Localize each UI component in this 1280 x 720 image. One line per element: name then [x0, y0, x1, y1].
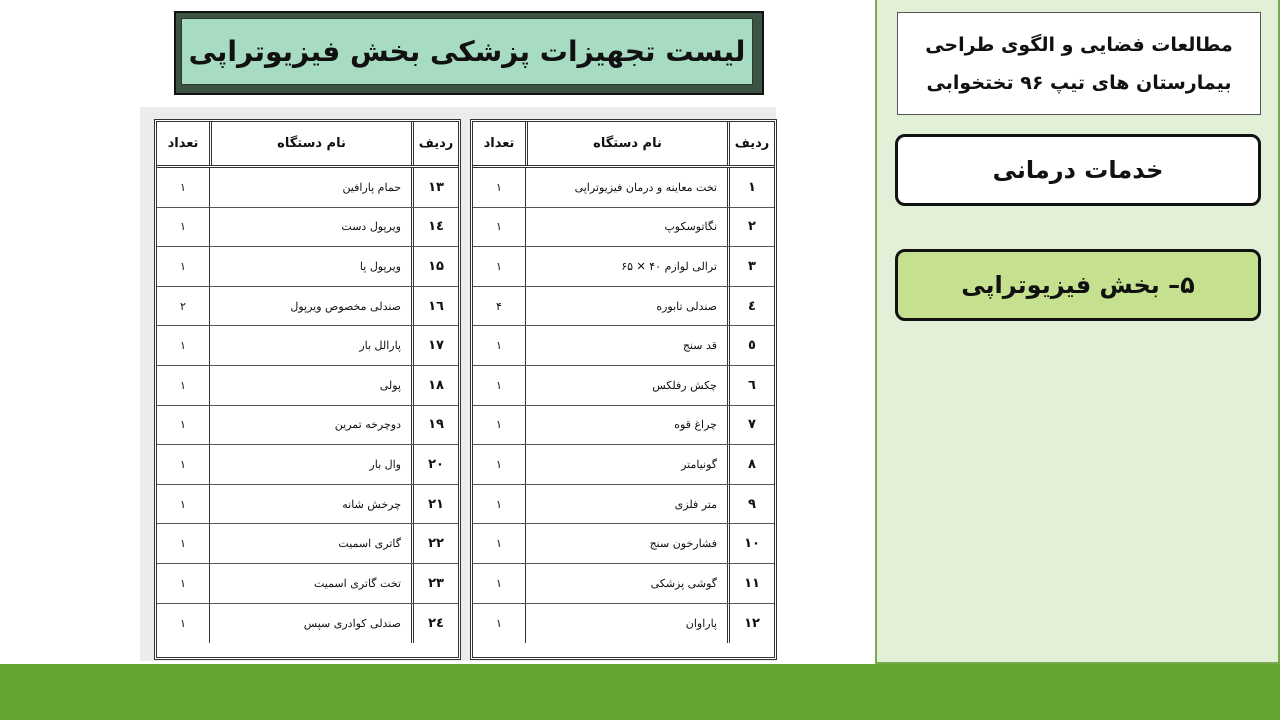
- row-name: فشارخون سنج: [525, 524, 727, 563]
- table-row: [473, 445, 774, 485]
- study-title-line1: مطالعات فضایی و الگوی طراحی: [925, 33, 1233, 56]
- table-row: [157, 485, 458, 525]
- header-name: نام دستگاه: [525, 122, 727, 165]
- row-index: ۲: [727, 208, 774, 247]
- side-panel: [875, 0, 1280, 664]
- table-row: [473, 406, 774, 446]
- table-row: [473, 524, 774, 564]
- row-qty: ۱: [180, 616, 186, 630]
- row-index: ۹: [727, 485, 774, 524]
- page-title: لیست تجهیزات پزشکی بخش فیزیوتراپی: [181, 18, 753, 85]
- row-qty: ۱: [496, 616, 502, 630]
- row-index: ۱۳: [411, 168, 458, 207]
- section-label: ۵– بخش فیزیوتراپی: [895, 249, 1261, 321]
- row-qty: ۱: [496, 259, 502, 273]
- row-index: ۲۰: [411, 445, 458, 484]
- row-qty: ۱: [180, 378, 186, 392]
- row-index: ۱۵: [411, 247, 458, 286]
- row-index: ٤: [727, 287, 774, 326]
- table-row: [157, 287, 458, 327]
- table-row: [157, 524, 458, 564]
- table-row: [473, 604, 774, 644]
- row-qty: ۱: [180, 576, 186, 590]
- row-qty: ۲: [180, 299, 186, 313]
- row-name: پولی: [209, 366, 411, 405]
- row-index: ۱۱: [727, 564, 774, 603]
- row-name: پاراوان: [525, 604, 727, 644]
- study-title-box: [897, 12, 1261, 115]
- row-qty: ۱: [180, 457, 186, 471]
- row-index: ۱۰: [727, 524, 774, 563]
- equipment-table-left: [154, 119, 461, 660]
- row-qty: ۱: [180, 418, 186, 432]
- header-name: نام دستگاه: [209, 122, 411, 165]
- row-name: صندلی تابوره: [525, 287, 727, 326]
- row-name: ویرپول پا: [209, 247, 411, 286]
- table-row: [473, 485, 774, 525]
- table-row: [157, 445, 458, 485]
- table-header: [157, 122, 458, 168]
- row-index: ۱۸: [411, 366, 458, 405]
- row-qty: ۱: [496, 576, 502, 590]
- table-row: [473, 247, 774, 287]
- table-row: [157, 366, 458, 406]
- row-index: ۳: [727, 247, 774, 286]
- table-row: [157, 406, 458, 446]
- equipment-tables-image: [140, 107, 776, 661]
- row-qty: ۱: [180, 220, 186, 234]
- row-name: دوچرخه تمرین: [209, 406, 411, 445]
- equipment-table-right: [470, 119, 777, 660]
- row-qty: ۱: [180, 339, 186, 353]
- table-row: [473, 564, 774, 604]
- row-qty: ۱: [496, 378, 502, 392]
- row-qty: ۱: [496, 220, 502, 234]
- row-name: وال بار: [209, 445, 411, 484]
- table-row: [157, 168, 458, 208]
- table-row: [157, 564, 458, 604]
- row-qty: ۱: [180, 497, 186, 511]
- row-qty: ۱: [180, 259, 186, 273]
- row-index: ٦: [727, 366, 774, 405]
- row-index: ۱۹: [411, 406, 458, 445]
- row-index: ۲۳: [411, 564, 458, 603]
- table-row: [157, 208, 458, 248]
- row-name: تخت گاتری اسمیت: [209, 564, 411, 603]
- row-name: ویرپول دست: [209, 208, 411, 247]
- table-row: [473, 326, 774, 366]
- row-name: حمام پارافین: [209, 168, 411, 207]
- header-index: ردیف: [727, 122, 774, 165]
- table-row: [473, 168, 774, 208]
- row-index: ۱۷: [411, 326, 458, 365]
- row-index: ۱۲: [727, 604, 774, 644]
- row-name: ترالی لوازم ۴۰ ✕ ۶۵: [525, 247, 727, 286]
- row-qty: ۱: [496, 497, 502, 511]
- row-name: گاتری اسمیت: [209, 524, 411, 563]
- row-index: ٥: [727, 326, 774, 365]
- row-name: صندلی کوادری سپس: [209, 604, 411, 644]
- title-banner: [174, 11, 764, 95]
- row-qty: ۱: [496, 180, 502, 194]
- row-name: چکش رفلکس: [525, 366, 727, 405]
- table-header: [473, 122, 774, 168]
- table-row: [157, 247, 458, 287]
- row-index: ۱: [727, 168, 774, 207]
- row-name: چراغ قوه: [525, 406, 727, 445]
- footer-bar: [0, 664, 1280, 720]
- row-name: پارالل بار: [209, 326, 411, 365]
- row-index: ۲۲: [411, 524, 458, 563]
- row-qty: ۱: [496, 339, 502, 353]
- study-title-line2: بیمارستان های تیپ ۹۶ تختخوابی: [926, 71, 1232, 94]
- row-index: ١٤: [411, 208, 458, 247]
- table-row: [473, 208, 774, 248]
- row-name: صندلی مخصوص ویرپول: [209, 287, 411, 326]
- row-name: متر فلزی: [525, 485, 727, 524]
- table-row: [157, 326, 458, 366]
- row-name: تخت معاینه و درمان فیزیوتراپی: [525, 168, 727, 207]
- header-qty: تعداد: [483, 136, 515, 151]
- row-index: ۷: [727, 406, 774, 445]
- row-index: ۸: [727, 445, 774, 484]
- services-label: خدمات درمانی: [895, 134, 1261, 206]
- row-qty: ۴: [496, 299, 502, 313]
- row-qty: ۱: [496, 418, 502, 432]
- row-qty: ۱: [180, 537, 186, 551]
- row-qty: ۱: [180, 180, 186, 194]
- row-name: قد سنج: [525, 326, 727, 365]
- table-row: [157, 604, 458, 644]
- header-index: ردیف: [411, 122, 458, 165]
- row-index: ٢٤: [411, 604, 458, 644]
- row-index: ۲۱: [411, 485, 458, 524]
- row-index: ١٦: [411, 287, 458, 326]
- row-qty: ۱: [496, 537, 502, 551]
- header-qty: تعداد: [167, 136, 199, 151]
- row-name: گونیامتر: [525, 445, 727, 484]
- table-row: [473, 287, 774, 327]
- table-row: [473, 366, 774, 406]
- row-name: گوشی پزشکی: [525, 564, 727, 603]
- row-name: نگاتوسکوپ: [525, 208, 727, 247]
- row-qty: ۱: [496, 457, 502, 471]
- row-name: چرخش شانه: [209, 485, 411, 524]
